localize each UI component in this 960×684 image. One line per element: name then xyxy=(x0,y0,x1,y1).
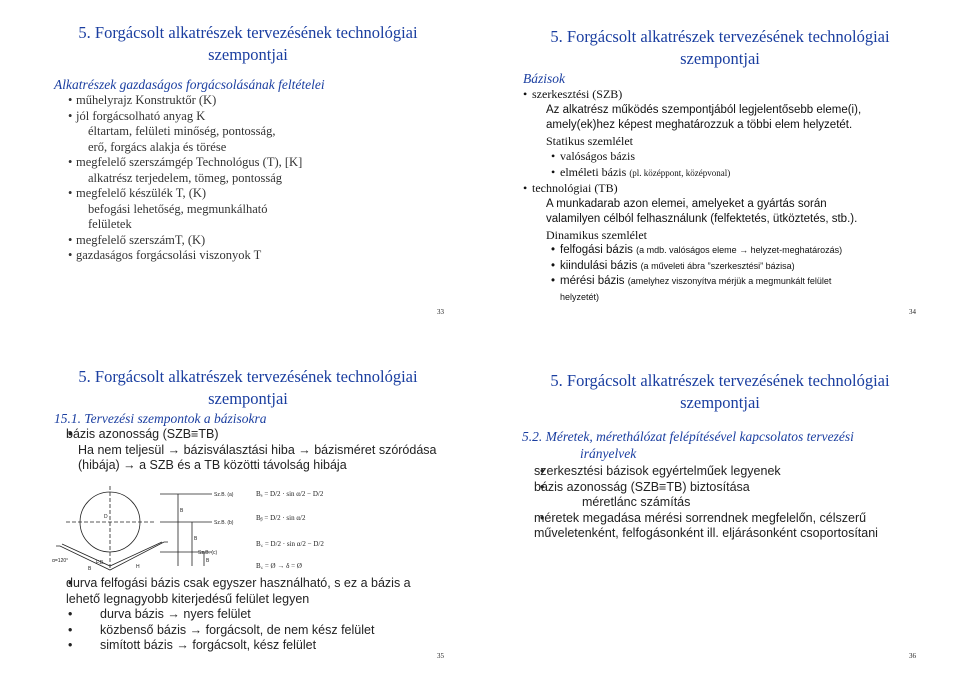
list-item: • megfelelő szerszámT, (K) xyxy=(48,233,448,249)
list-item: • felfogási bázis (a mdb. valóságos eleme → helyzet-meghatározás) xyxy=(520,243,920,259)
list-item: műveletenként, felfogásonként ill. eljárásonként csoportosítani xyxy=(534,526,878,540)
list-item: lehető legnagyobb kiterjedésű felület legyen xyxy=(66,591,310,606)
list-item: • technológiai (TB) xyxy=(520,181,920,197)
list-item: • elméleti bázis (pl. középpont, középvonal) xyxy=(520,165,920,182)
bullet-list xyxy=(48,93,448,264)
label-szb: Sz.B. (b) xyxy=(214,520,234,526)
list-item: • szerkesztési (SZB) xyxy=(520,87,920,103)
list-item: méretlánc számítás xyxy=(582,495,691,509)
label-angle: α=120° xyxy=(52,558,69,564)
equation-d: B꜀ = Ø → δ = Ø xyxy=(256,562,302,570)
list-item: befogási lehetőség, megmunkálható xyxy=(88,201,268,216)
list-item: • megfelelő szerszámgép Technológus (T), [K] xyxy=(48,155,448,171)
list-item: • megfelelő készülék T, (K) xyxy=(48,186,448,202)
label-fb: F.B. xyxy=(96,560,105,566)
list-item: Ha nem teljesül → bázisválasztási hiba → bázisméret szóródása xyxy=(78,442,437,457)
list-item: • durva felfogási bázis csak egyszer használható, s ez a bázis a xyxy=(48,576,448,592)
list-item: • valóságos bázis xyxy=(520,149,920,165)
list-item: • bázis azonosság (SZB≡TB) xyxy=(48,427,448,443)
list-item: Az alkatrész működés szempontjából legjelentősebb eleme(i), xyxy=(546,103,862,116)
slide-title: 5. Forgácsolt alkatrészek tervezésének technológiai szempontjai xyxy=(78,367,418,408)
label-szc: Sz.B. (c) xyxy=(198,550,218,556)
page-number: 36 xyxy=(909,652,916,660)
page-number: 34 xyxy=(909,308,916,316)
slide-title: 5. Forgácsolt alkatrészek tervezésének technológiai szempontjai xyxy=(550,371,890,412)
list-item: • kiindulási bázis (a műveleti ábra ”szerkesztési” bázisa) xyxy=(520,259,920,275)
list-item: valamilyen célból felhasználunk (felfektetés, ütköztetés, stb.). xyxy=(546,213,858,225)
label-d: D xyxy=(104,514,108,520)
slide-subtitle: 15.1. Tervezési szempontok a bázisokra xyxy=(54,411,267,426)
page-number: 33 xyxy=(437,308,444,316)
slide-36 xyxy=(520,362,920,662)
label-b2: B xyxy=(194,536,198,542)
list-item: • műhelyrajz Konstruktőr (K) xyxy=(48,93,448,109)
list-item: • mérési bázis (amelyhez viszonyítva mérjük a megmunkált felület xyxy=(520,274,920,290)
equation-c: B꜀ = D/2 · sin α/2 − D/2 xyxy=(256,540,324,548)
list-item: helyzetét) xyxy=(560,291,600,302)
bullet-list xyxy=(48,576,448,654)
list-item: • közbenső bázis → forgácsolt, de nem kész felület xyxy=(48,623,448,639)
list-item: • jól forgácsolható anyag K xyxy=(48,109,448,125)
list-item: éltartam, felületi minőség, pontosság, xyxy=(88,124,276,138)
bullet-list xyxy=(520,464,920,542)
list-item: Statikus szemlélet xyxy=(546,133,633,148)
slide-subtitle-continued: irányelvek xyxy=(580,446,637,461)
list-item: alkatrész terjedelem, tömeg, pontosság xyxy=(88,170,283,185)
list-item: • simított bázis → forgácsolt, kész felület xyxy=(48,638,448,654)
list-item: A munkadarab azon elemei, amelyeket a gyártás során xyxy=(546,197,827,210)
list-item: • méretek megadása mérési sorrendnek megfelelőn, célszerű xyxy=(520,511,920,527)
label-sza: Sz.B. (a) xyxy=(214,492,234,498)
bullet-list xyxy=(48,427,448,474)
page-number: 35 xyxy=(437,652,444,660)
slide-title: 5. Forgácsolt alkatrészek tervezésének technológiai szempontjai xyxy=(78,23,418,64)
equation-b: Bᵦ = D/2 · sin α/2 xyxy=(256,514,306,522)
slide-35 xyxy=(48,362,448,662)
base-figure-diagram xyxy=(52,484,444,572)
label-b4: B xyxy=(88,566,92,572)
slide-subtitle: Alkatrészek gazdaságos forgácsolásának feltételei xyxy=(54,77,325,92)
slide-subtitle: Bázisok xyxy=(523,71,565,86)
list-item: • durva bázis → nyers felület xyxy=(48,607,448,623)
label-b1: B xyxy=(180,508,184,514)
label-b3: B xyxy=(206,558,210,564)
list-item: amely(ek)hez képest meghatározzuk a többi elem helyzetét. xyxy=(546,119,853,131)
slide-34 xyxy=(520,18,920,318)
slide-title: 5. Forgácsolt alkatrészek tervezésének technológiai szempontjai xyxy=(550,27,890,68)
list-item: • gazdaságos forgácsolási viszonyok T xyxy=(48,248,448,264)
equation-a: Bₐ = D/2 · sin α/2 − D/2 xyxy=(256,490,324,498)
slide-subtitle: 5.2. Méretek, mérethálózat felépítésével kapcsolatos tervezési xyxy=(522,429,854,444)
list-item: • bázis azonosság (SZB≡TB) biztosítása xyxy=(520,480,920,496)
list-item: erő, forgács alakja és törése xyxy=(88,139,227,154)
slide-33 xyxy=(48,18,448,318)
list-item: felületek xyxy=(88,217,132,231)
list-item: Dinamikus szemlélet xyxy=(546,227,647,242)
list-item: (hibája) → a SZB és a TB közötti távolság hibája xyxy=(78,458,347,472)
label-h: H xyxy=(136,564,140,570)
list-item: • szerkesztési bázisok egyértelműek legyenek xyxy=(520,464,920,480)
